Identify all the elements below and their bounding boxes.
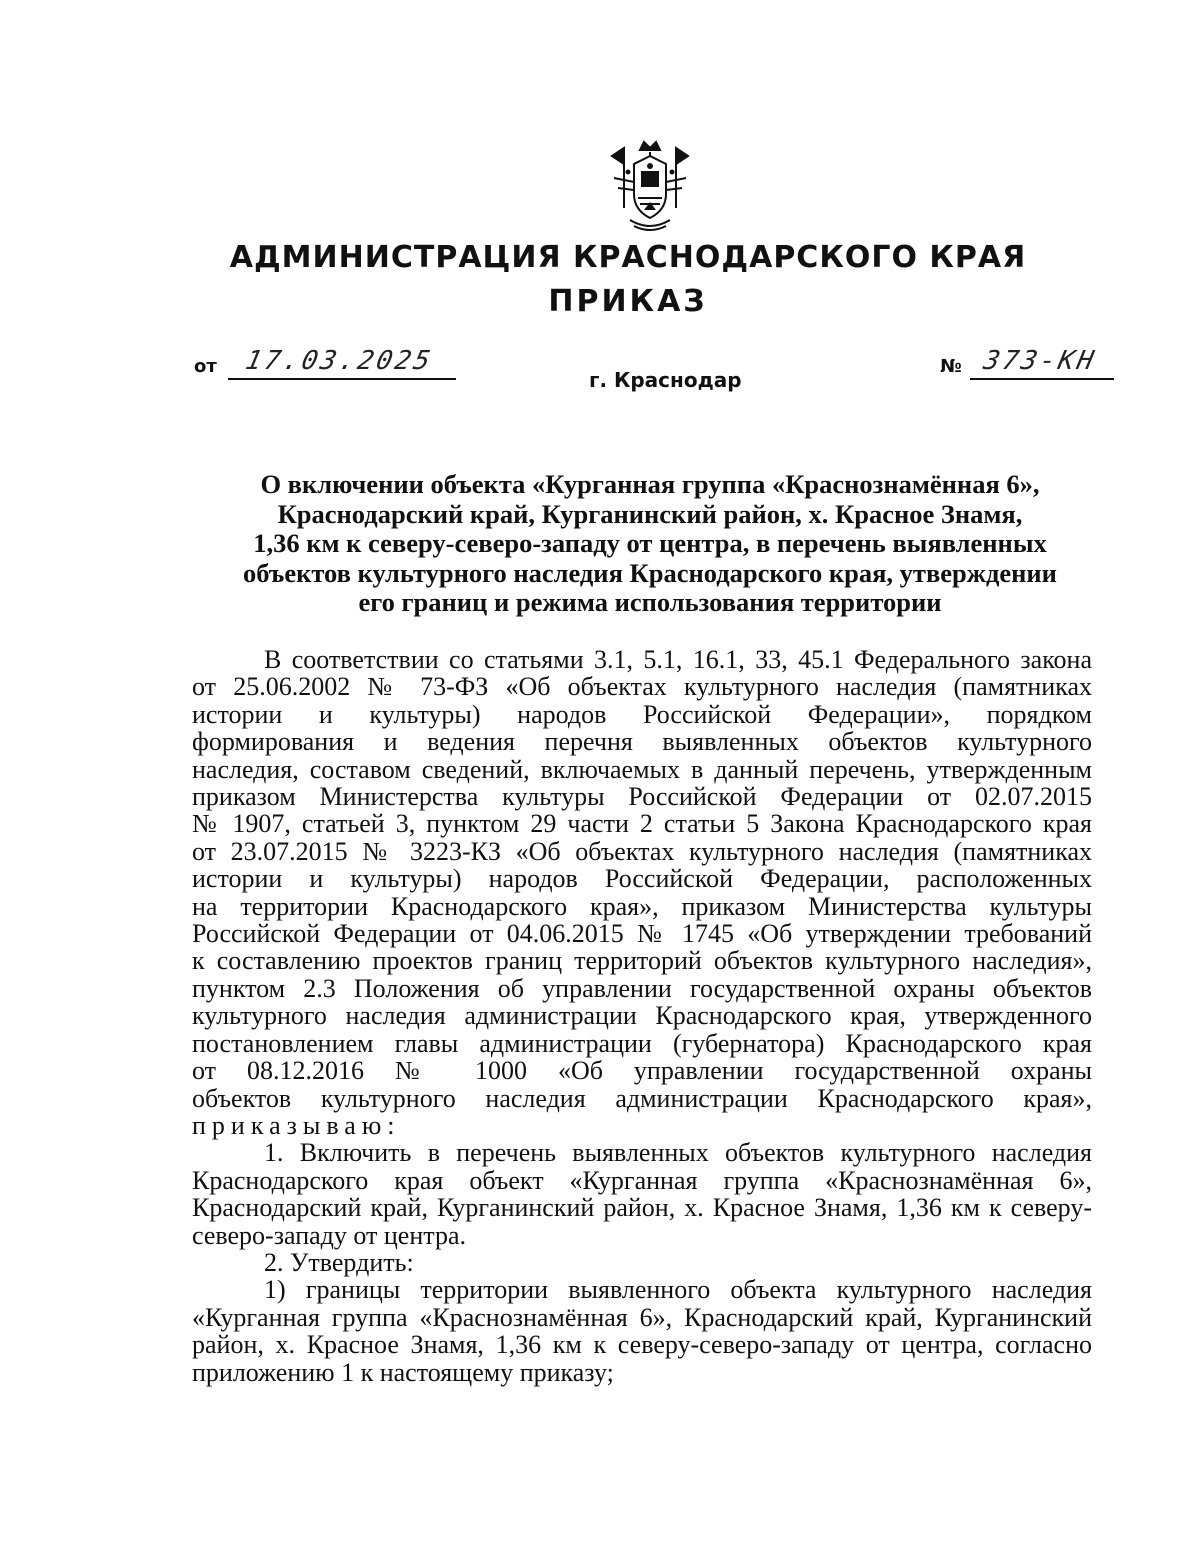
date-field (194, 346, 464, 382)
body-line: истории и культуры) народов Российской Федерации, расположенных (192, 864, 1092, 894)
date-underline (228, 378, 456, 380)
body-line: № 1907, статьей 3, пунктом 29 части 2 статьи 5 Закона Краснодарского края (192, 809, 1092, 839)
handwritten-date: 17.03.2025 (242, 346, 436, 376)
title-line: 1,36 км к северу-северо-западу от центра, в перечень выявленных (253, 528, 1047, 558)
number-underline (970, 378, 1114, 380)
body-line: 1) границы территории выявленного объекта культурного наследия (264, 1275, 1092, 1305)
number-field (940, 346, 1120, 382)
body-line: культурного наследия администрации Краснодарского края, утвержденного (192, 1001, 1092, 1031)
body-line: формирования и ведения перечня выявленных объектов культурного (192, 727, 1092, 757)
body-line: «Курганная группа «Краснознамённая 6», Краснодарский край, Курганинский (192, 1302, 1092, 1332)
body-line: к составлению проектов границ территорий объектов культурного наследия», (192, 946, 1092, 976)
body-line: район, х. Красное Знамя, 1,36 км к северу-северо-западу от центра, согласно (192, 1330, 1092, 1360)
order-body (192, 646, 1092, 1386)
number-prefix: № (940, 356, 962, 377)
title-line: объектов культурного наследия Краснодарского края, утверждении (243, 557, 1057, 588)
body-line: от 25.06.2002 № 73-ФЗ «Об объектах культурного наследия (памятниках (192, 672, 1092, 702)
title-line: Краснодарский край, Курганинский район, х. Красное Знамя, (277, 498, 1023, 529)
body-line: от 23.07.2015 № 3223-КЗ «Об объектах культурного наследия (памятниках (192, 836, 1092, 866)
city-name: г. Краснодар (589, 368, 742, 392)
body-line: северо-западу от центра. (192, 1220, 466, 1250)
body-line: постановлением главы администрации (губернатора) Краснодарского края (192, 1028, 1092, 1058)
body-line: Российской Федерации от 04.06.2015 № 1745 «Об утверждении требований (192, 919, 1092, 949)
handwritten-number: 373-КН (980, 346, 1100, 376)
coat-of-arms-icon (604, 138, 696, 234)
body-line: приказываю: (192, 1110, 401, 1140)
body-line: истории и культуры) народов Российской Федерации», порядком (192, 699, 1092, 729)
body-line: Краснодарского края объект «Курганная группа «Краснознамённая 6», (192, 1165, 1092, 1195)
body-line: 1. Включить в перечень выявленных объектов культурного наследия (264, 1138, 1092, 1168)
document-type: ПРИКАЗ (548, 284, 708, 319)
body-line: Краснодарский край, Курганинский район, х. Красное Знамя, 1,36 км к северу- (192, 1193, 1092, 1223)
body-line: 2. Утвердить: (264, 1247, 414, 1277)
body-line: объектов культурного наследия администрации Краснодарского края», (192, 1083, 1092, 1113)
organization-name: АДМИНИСТРАЦИЯ КРАСНОДАРСКОГО КРАЯ (229, 240, 1027, 275)
body-line: приказом Министерства культуры Российской Федерации от 02.07.2015 (192, 782, 1092, 812)
title-line: его границ и режима использования территории (358, 587, 942, 617)
body-line: на территории Краснодарского края», приказом Министерства культуры (192, 891, 1092, 921)
body-line: наследия, составом сведений, включаемых в данный перечень, утвержденным (192, 754, 1092, 784)
body-line: приложению 1 к настоящему приказу; (192, 1357, 614, 1387)
body-line: пунктом 2.3 Положения об управлении государственной охраны объектов (192, 973, 1092, 1003)
body-line: В соответствии со статьями 3.1, 5.1, 16.1, 33, 45.1 Федерального закона (264, 645, 1092, 674)
date-prefix: от (194, 356, 217, 377)
title-line: О включении объекта «Курганная группа «Краснознамённая 6», (260, 469, 1040, 499)
body-line: от 08.12.2016 № 1000 «Об управлении государственной охраны (192, 1056, 1092, 1086)
order-title (200, 470, 1100, 618)
